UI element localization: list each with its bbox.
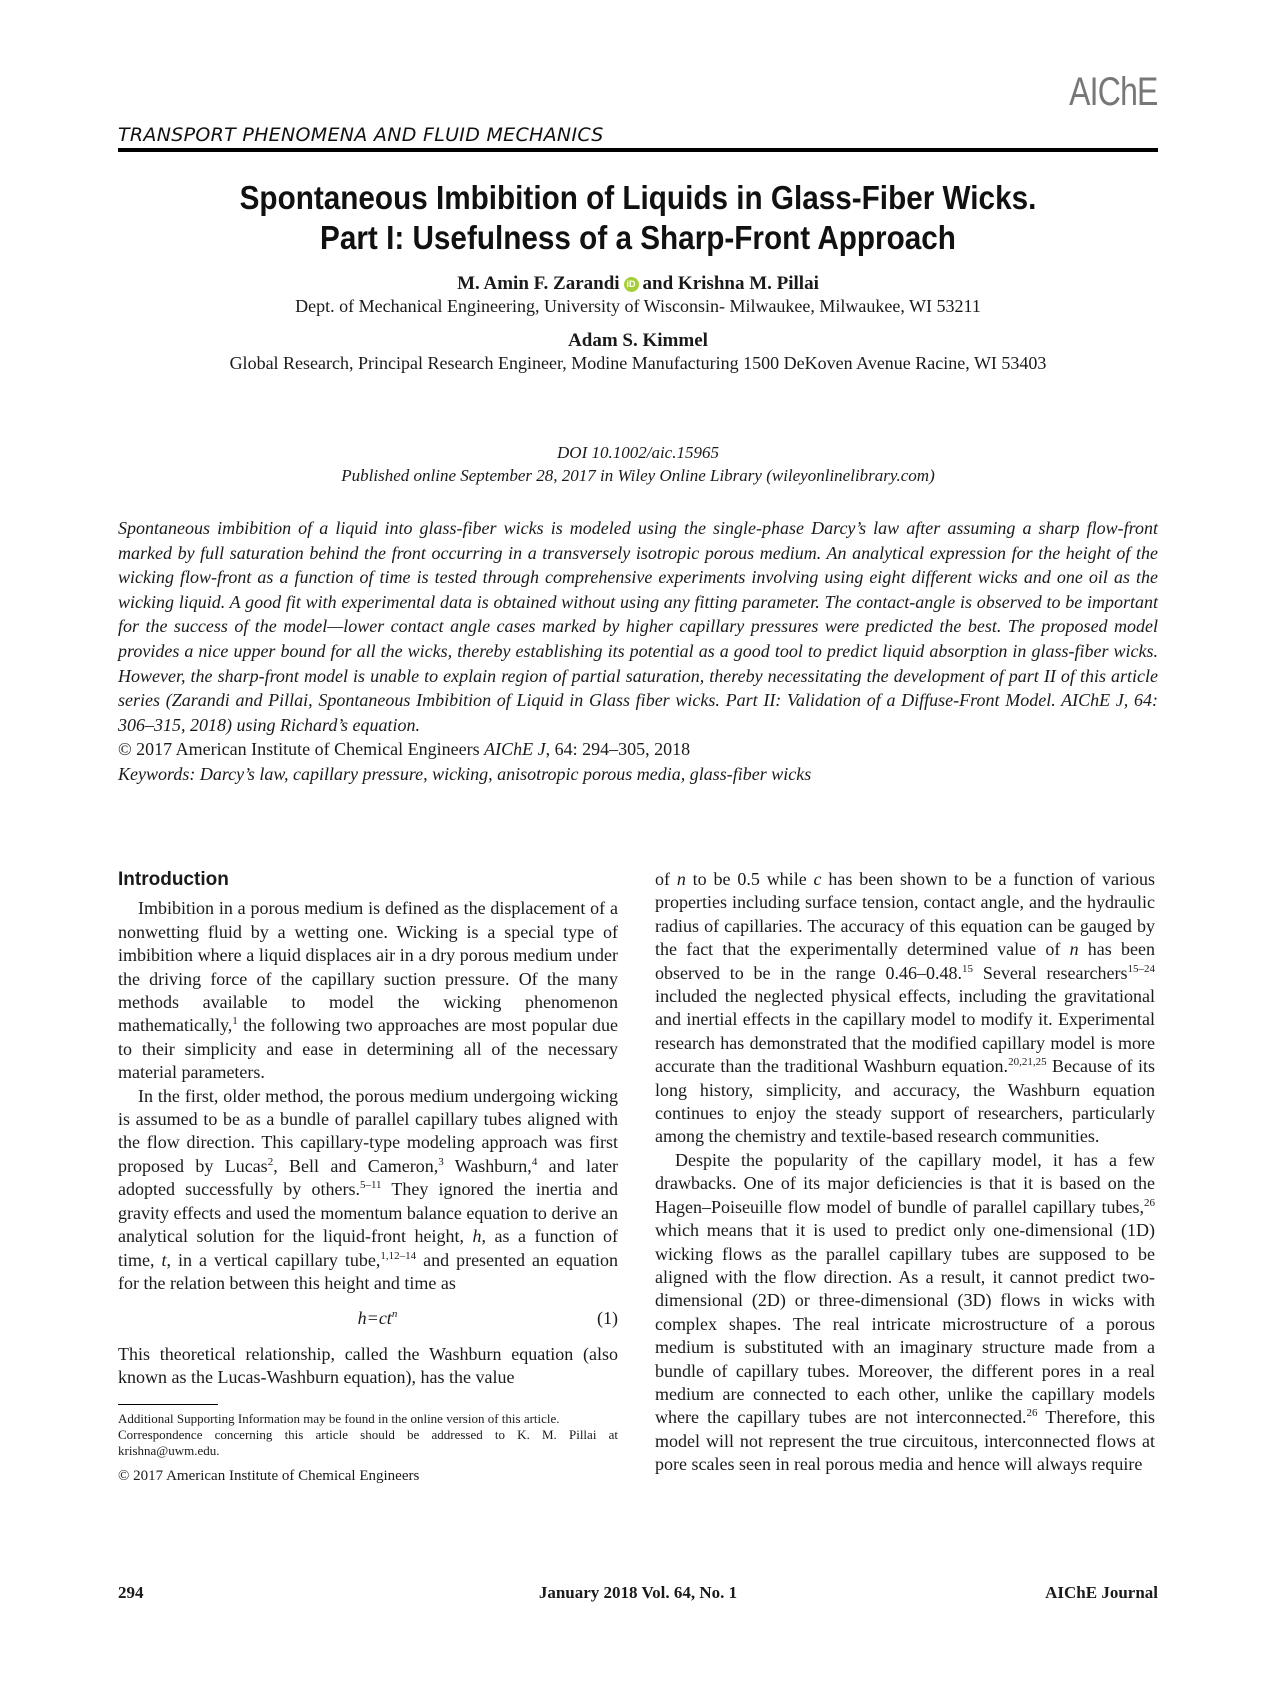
title-line-2: Part I: Usefulness of a Sharp-Front Approach	[320, 219, 956, 256]
author-line-2: Adam S. Kimmel	[568, 330, 708, 351]
footnote: Correspondence concerning this article should be addressed to K. M. Pillai at krishna@uwm.edu.	[118, 1426, 618, 1458]
equation-expression: $h=ct^n$	[357, 1308, 398, 1329]
citation[interactable]: 20,21,25	[1008, 1056, 1047, 1069]
title-line-1: Spontaneous Imbibition of Liquids in Glass-Fiber Wicks.	[239, 179, 1037, 216]
abstract-copyright	[118, 737, 1158, 762]
header-rule	[118, 148, 1158, 152]
right-column	[655, 868, 1155, 1477]
affiliation-1: Dept. of Mechanical Engineering, University of Wisconsin- Milwaukee, Milwaukee, WI 53211	[295, 296, 981, 316]
copyright-journal: AIChE J	[484, 739, 546, 760]
copyright: © 2017 American Institute of Chemical Engineers	[118, 1467, 420, 1484]
paragraph: This theoretical relationship, called the Washburn equation (also known as the Lucas-Washburn equation), has the value	[118, 1343, 618, 1388]
paragraph: Imbibition in a porous medium is defined as the displacement of a nonwetting fluid by a wetting one. Wicking is a special type of imbibition where a liquid displaces air in a dry porous medium under the driving force of the capillary suction pressure. Of the many methods available to model the wicking phenomenon mathematically,$^1$ the following two approaches are most popular due to their simplicity and ease in determining all of the necessary material parameters.	[118, 898, 618, 1083]
publication-note: Published online September 28, 2017 in Wiley Online Library (wileyonlinelibrary.com)	[341, 466, 935, 485]
doi[interactable]: DOI 10.1002/aic.15965	[557, 443, 719, 462]
equation-1	[118, 1307, 618, 1330]
citation[interactable]: 2	[267, 1155, 274, 1168]
citation[interactable]: 3	[438, 1155, 444, 1168]
abstract	[118, 516, 1158, 787]
page-number: 294	[118, 1583, 144, 1602]
copyright-suffix: , 64: 294–305, 2018	[545, 739, 691, 760]
author-line-1	[118, 273, 1158, 295]
abstract-text: Spontaneous imbibition of a liquid into glass-fiber wicks is modeled using the single-phase Darcy’s law after assuming a sharp flow-front marked by full saturation behind the front occurring in a transversely isotropic porous medium. An analytical expression for the height of the wicking flow-front as a function of time is tested through comprehensive experiments involving using eight different wicks and one oil as the wicking liquid. A good fit with experimental data is obtained without using any fitting parameter. The contact-angle is observed to be important for the success of the model—lower contact angle cases marked by higher capillary pressures were predicted the best. The proposed model provides a nice upper bound for all the wicks, thereby establishing its potential as a good tool to predict liquid absorption in glass-fiber wicks. However, the sharp-front model is unable to explain region of partial saturation, thereby necessitating the development of part II of this article series (Zarandi and Pillai, Spontaneous Imbibition of Liquid in Glass fiber wicks. Part II: Validation of a Diffuse-Front Model. AIChE J, 64: 306–315, 2018) using Richard’s equation.	[118, 518, 1158, 735]
paragraph: of n to be 0.5 while c has been shown to be a function of various properties including surface tension, contact angle, and the hydraulic radius of capillaries. The accuracy of this equation can be gauged by the fact that the experimentally determined value of n has been observed to be in the range 0.46–0.48.15 Several researchers$^{15-24}$ included the neglected physical effects, including the gravitational and inertial effects in the capillary model to modify it. Experimental research has demonstrated that the modified capillary model is more accurate than the traditional Washburn equation.$^{20,21,25}$ Because of its long history, simplicity, and accuracy, the Washburn equation continues to enjoy the steady support of researchers, particularly among the chemistry and textile-based research communities.	[655, 869, 1156, 1147]
citation[interactable]: 26	[1026, 1407, 1038, 1420]
section-label: TRANSPORT PHENOMENA AND FLUID MECHANICS	[118, 124, 604, 146]
journal-name: AIChE Journal	[1045, 1583, 1158, 1602]
citation[interactable]: 1,12–14	[380, 1249, 417, 1262]
author-name: and Krishna M. Pillai	[642, 273, 819, 294]
orcid-icon[interactable]: iD	[624, 277, 639, 292]
citation[interactable]: 5–11	[359, 1179, 382, 1192]
journal-logo: AIChE	[1069, 70, 1158, 114]
citation[interactable]: 4	[531, 1155, 538, 1168]
affiliation-2: Global Research, Principal Research Engineer, Modine Manufacturing 1500 DeKoven Avenue Racine, WI 53403	[229, 353, 1047, 373]
paragraph: Despite the popularity of the capillary model, it has a few drawbacks. One of its major deficiencies is that it is based on the Hagen–Poiseuille flow model of bundle of parallel capillary tubes,$^{26}$ which means that it is used to predict only one-dimensional (1D) wicking flows as the parallel capillary tubes are supposed to be aligned with the flow direction. As a result, it cannot predict two-dimensional (2D) or three-dimensional (3D) flows in wicks with complex shapes. The real intricate microstructure of a porous medium is substituted with an imaginary structure made from a bundle of capillary tubes. Moreover, the different pores in a real medium are connected to each other, unlike the capillary models where the capillary tubes are not interconnected.$^{26}$ Therefore, this model will not represent the true circuitous, interconnected flows at pore scales seen in real porous media and hence will always require	[655, 1149, 1155, 1475]
citation[interactable]: 15	[962, 962, 974, 975]
footnote-rule	[118, 1404, 218, 1405]
issue-info: January 2018 Vol. 64, No. 1	[538, 1583, 738, 1602]
citation[interactable]: 15–24	[1127, 962, 1155, 975]
author-name: M. Amin F. Zarandi	[457, 273, 620, 294]
citation[interactable]: 1	[232, 1015, 238, 1028]
equation-number: (1)	[597, 1308, 618, 1329]
section-heading: Introduction	[118, 869, 229, 890]
left-column	[118, 868, 618, 1488]
citation[interactable]: 26	[1144, 1196, 1155, 1209]
copyright-prefix: © 2017 American Institute of Chemical Engineers	[118, 739, 485, 760]
paragraph: In the first, older method, the porous medium undergoing wicking is assumed to be as a bundle of parallel capillary tubes aligned with the flow direction. This capillary-type modeling approach was first proposed by Lucas$^2$, Bell and Cameron,$^3$ Washburn,$^4$ and later adopted successfully by others.$^{5-11}$ They ignored the inertia and gravity effects and used the momentum balance equation to derive an analytical solution for the liquid-front height, h, as a function of time, t, in a vertical capillary tube,$^{1,12-14}$ and presented an equation for the relation between this height and time as	[118, 1085, 618, 1293]
keywords: Keywords: Darcy’s law, capillary pressure, wicking, anisotropic porous media, glass-fiber wicks	[118, 763, 812, 784]
article-title	[118, 178, 1158, 258]
footnote: Additional Supporting Information may be found in the online version of this article.	[118, 1410, 560, 1426]
